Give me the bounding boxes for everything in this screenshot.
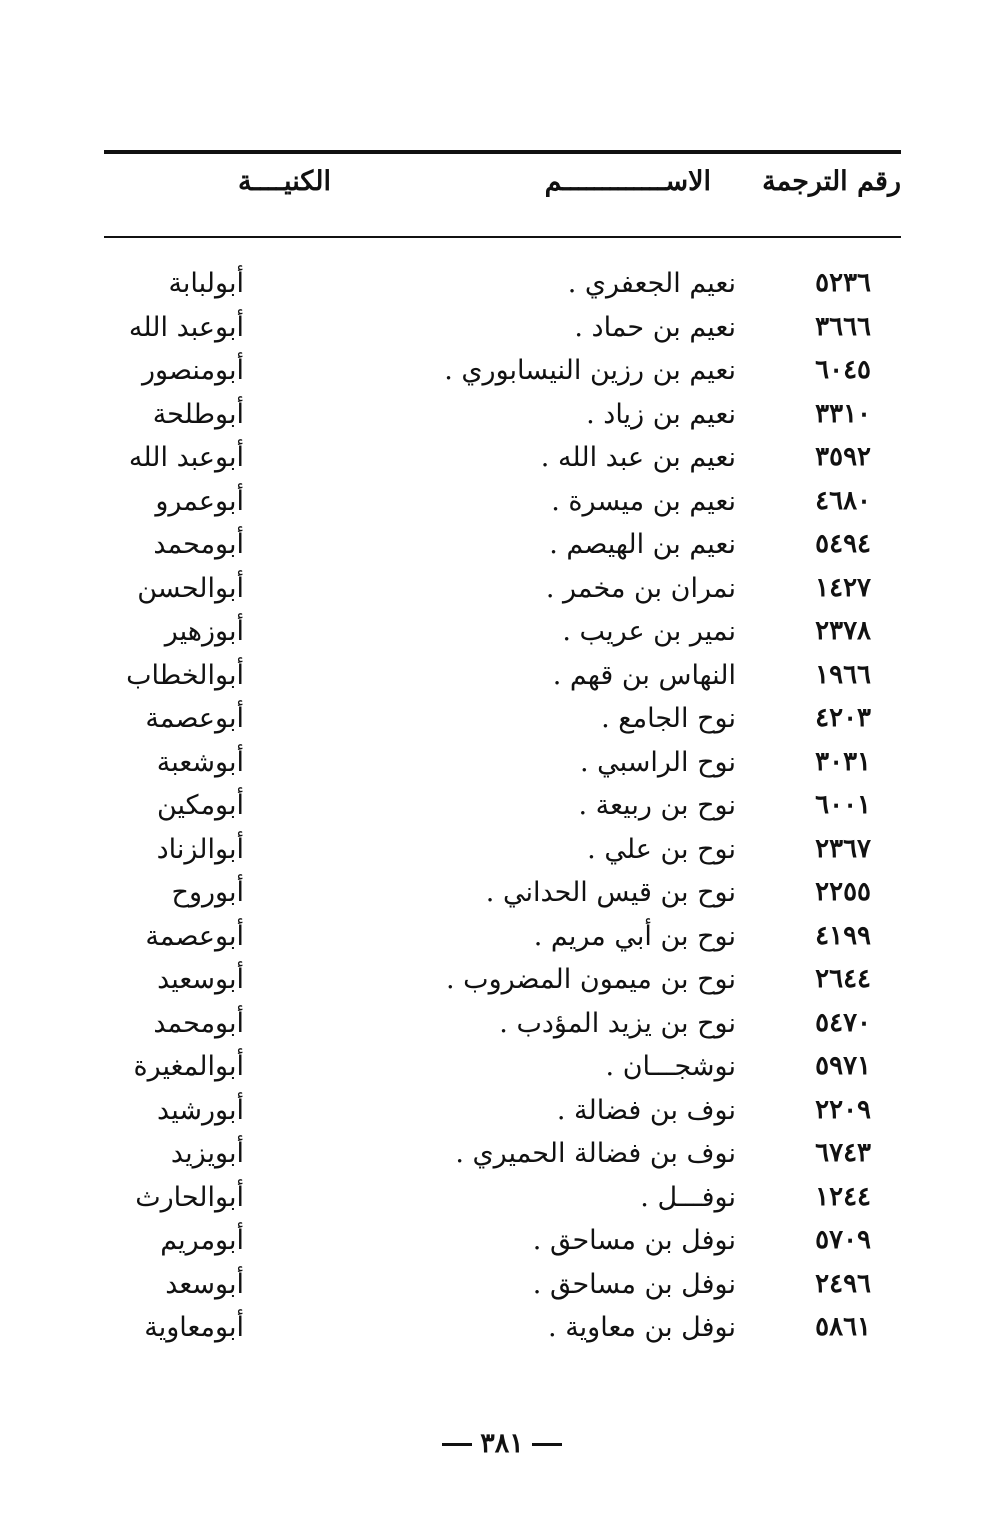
entry-kunya-cell <box>104 784 244 827</box>
entry-name: نمران بن مخمر . <box>545 572 736 604</box>
table-row <box>104 1263 901 1307</box>
table-row <box>104 697 901 741</box>
header-bottom-rule <box>104 236 901 238</box>
entry-kunya-cell <box>104 654 244 697</box>
table-row <box>104 1306 901 1350</box>
entry-number: ١٢٤٤ <box>815 1181 871 1212</box>
entry-name: نعيم بن عبد الله . <box>540 442 736 473</box>
entry-number: ٦٧٤٣ <box>815 1138 871 1168</box>
entry-kunya-cell <box>104 567 244 610</box>
entry-name: نوفـــل . <box>640 1181 736 1213</box>
entry-kunya: أبوعبد الله <box>128 311 244 343</box>
table-row <box>104 958 901 1002</box>
table-row <box>104 741 901 785</box>
entry-kunya-cell <box>104 871 244 914</box>
footer-dash-left <box>442 1443 472 1446</box>
entry-kunya: أبوالمغيرة <box>133 1051 244 1082</box>
entry-kunya-cell <box>104 1176 244 1219</box>
entry-name: نوح بن قيس الحداني . <box>485 877 736 908</box>
entry-name: نعيم بن حماد . <box>574 311 736 343</box>
entry-kunya-cell <box>104 480 244 523</box>
header-kunya: الكنيــــة <box>237 166 331 197</box>
entry-kunya: أبوسعيد <box>157 964 244 995</box>
entries-list <box>104 262 901 1350</box>
entry-name: نوح بن يزيد المؤدب . <box>499 1007 736 1039</box>
entry-kunya: أبوروح <box>171 877 244 908</box>
entry-kunya: أبورشيد <box>157 1094 244 1126</box>
entry-number: ٥٢٣٦ <box>815 268 871 298</box>
table-row <box>104 480 901 524</box>
entry-number: ٢٣٧٨ <box>815 616 871 646</box>
entry-kunya-cell <box>104 828 244 871</box>
table-row <box>104 871 901 915</box>
table-row <box>104 828 901 872</box>
entry-number: ٢٢٥٥ <box>815 877 871 907</box>
entry-kunya: أبومنصور <box>142 355 244 386</box>
entry-name: نوف بن فضالة . <box>556 1094 736 1126</box>
entry-kunya-cell <box>104 306 244 349</box>
table-row <box>104 349 901 393</box>
entry-kunya-cell <box>104 1089 244 1132</box>
header-number: رقم الترجمة <box>762 166 901 197</box>
entry-kunya: أبوالحارث <box>135 1181 244 1213</box>
entry-number: ٢٤٩٦ <box>815 1268 871 1299</box>
entry-kunya-cell <box>104 697 244 740</box>
entry-number: ٢٣٦٧ <box>815 833 871 864</box>
entry-kunya-cell <box>104 741 244 784</box>
entry-kunya-cell <box>104 1263 244 1306</box>
entry-number: ٢٢٠٩ <box>815 1094 871 1125</box>
entry-kunya: أبولبابة <box>168 268 244 299</box>
entry-name: نعيم الجعفري . <box>567 268 736 299</box>
entry-name: النهاس بن قهم . <box>552 659 736 691</box>
table-row <box>104 654 901 698</box>
entry-kunya: أبوطلحة <box>152 398 244 430</box>
table-row <box>104 784 901 828</box>
table-row <box>104 306 901 350</box>
entry-kunya: أبوشعبة <box>156 746 244 778</box>
header-name: الاســـــــــــــم <box>544 166 711 197</box>
entry-number: ٥٤٩٤ <box>815 529 871 559</box>
table-row <box>104 1089 901 1133</box>
entry-kunya-cell <box>104 1219 244 1262</box>
entry-name: نعيم بن زياد . <box>586 398 736 430</box>
entry-name: نوح بن أبي مريم . <box>533 920 736 952</box>
entry-kunya-cell <box>104 610 244 653</box>
entry-name: نمير بن عريب . <box>562 616 736 647</box>
entry-number: ٥٨٦١ <box>815 1312 871 1342</box>
entry-kunya: أبوسعد <box>165 1268 244 1300</box>
entry-number: ٤١٩٩ <box>815 920 871 951</box>
table-row <box>104 1219 901 1263</box>
entry-name: نوح بن علي . <box>587 833 736 865</box>
entry-name: نوف بن فضالة الحميري . <box>455 1138 736 1169</box>
entry-name: نوفل بن مساحق . <box>532 1268 736 1300</box>
table-row <box>104 436 901 480</box>
table-row <box>104 610 901 654</box>
entry-kunya: أبومريم <box>160 1225 244 1256</box>
entry-kunya-cell <box>104 436 244 479</box>
entry-kunya-cell <box>104 349 244 392</box>
entry-kunya: أبوالزناد <box>156 833 244 865</box>
entry-kunya-cell <box>104 1045 244 1088</box>
entry-kunya: أبوعصمة <box>145 920 244 952</box>
entry-kunya-cell <box>104 958 244 1001</box>
entry-kunya: أبوعبد الله <box>128 442 244 473</box>
table-row <box>104 393 901 437</box>
entry-number: ٢٦٤٤ <box>815 964 871 994</box>
entry-name: نوح الراسبي . <box>579 746 736 778</box>
entry-kunya: أبوزهير <box>164 616 244 647</box>
table-row <box>104 523 901 567</box>
table-row <box>104 1132 901 1176</box>
entry-name: نعيم بن ميسرة . <box>551 485 736 517</box>
entry-number: ٦٠٤٥ <box>815 355 871 385</box>
page-footer <box>0 1428 1004 1459</box>
entry-number: ١٩٦٦ <box>815 659 871 690</box>
table-row <box>104 567 901 611</box>
entry-kunya: أبوالخطاب <box>126 659 244 691</box>
page-number: ٣٨١ <box>480 1428 524 1459</box>
entry-kunya: أبومحمد <box>153 529 244 560</box>
entry-name: نوح الجامع . <box>601 703 736 734</box>
table-row <box>104 915 901 959</box>
entry-name: نوح بن ربيعة . <box>578 790 736 821</box>
entry-number: ٣٣١٠ <box>815 398 871 429</box>
entry-number: ٣٠٣١ <box>815 746 871 777</box>
entry-kunya: أبومحمد <box>153 1007 244 1039</box>
entry-number: ٣٥٩٢ <box>815 442 871 472</box>
table-header <box>104 166 901 216</box>
entry-name: نوشجـــان . <box>605 1051 736 1082</box>
entry-name: نعيم بن رزين النيسابوري . <box>444 355 736 386</box>
entry-kunya-cell <box>104 262 244 305</box>
entry-kunya: أبوالحسن <box>137 572 244 604</box>
entry-number: ٤٢٠٣ <box>815 703 871 733</box>
entry-name: نوفل بن معاوية . <box>548 1312 736 1343</box>
entry-number: ٥٩٧١ <box>815 1051 871 1081</box>
table-row <box>104 262 901 306</box>
entry-kunya-cell <box>104 915 244 958</box>
entry-name: نوفل بن مساحق . <box>532 1225 736 1256</box>
entry-number: ٣٦٦٦ <box>815 311 871 342</box>
entry-kunya: أبوعصمة <box>145 703 244 734</box>
table-row <box>104 1176 901 1220</box>
entry-name: نعيم بن الهيصم . <box>549 529 736 560</box>
entry-kunya-cell <box>104 1002 244 1045</box>
entry-number: ٤٦٨٠ <box>815 485 871 516</box>
table-row <box>104 1045 901 1089</box>
entry-name: نوح بن ميمون المضروب . <box>446 964 736 995</box>
header-top-rule <box>104 150 901 154</box>
entry-kunya-cell <box>104 1132 244 1175</box>
entry-kunya-cell <box>104 523 244 566</box>
entry-kunya-cell <box>104 1306 244 1349</box>
entry-number: ٥٧٠٩ <box>815 1225 871 1255</box>
entry-number: ٦٠٠١ <box>815 790 871 820</box>
table-row <box>104 1002 901 1046</box>
entry-kunya: أبومعاوية <box>144 1312 244 1343</box>
entry-number: ٥٤٧٠ <box>815 1007 871 1038</box>
entry-kunya-cell <box>104 393 244 436</box>
entry-kunya: أبويزيد <box>170 1138 244 1169</box>
entry-kunya: أبومكين <box>156 790 244 821</box>
footer-dash-right <box>532 1443 562 1446</box>
entry-number: ١٤٢٧ <box>815 572 871 603</box>
entry-kunya: أبوعمرو <box>155 485 244 517</box>
